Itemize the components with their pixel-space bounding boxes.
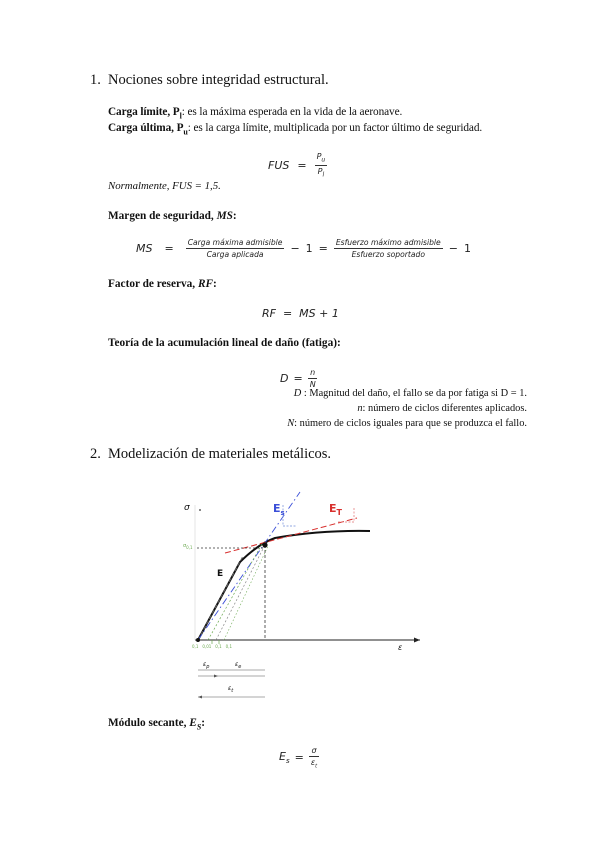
epsilon-axis-label: ε (398, 643, 403, 652)
normalmente-note: Normalmente, FUS = 1,5. (108, 180, 221, 192)
ms-frac1-num: Carga máxima admisible (187, 238, 283, 247)
es-fraction (309, 746, 319, 770)
es-label-sub: s (280, 509, 285, 518)
secante-colon: : (201, 717, 206, 729)
carga-ultima-label: Carga última, P (108, 122, 184, 134)
eps-t-sub: t (231, 688, 234, 695)
eps-p-sub: p (206, 664, 210, 671)
axis-small-labels (192, 644, 232, 649)
ms-equals: = (164, 242, 174, 255)
ms-frac1-den: Carga aplicada (206, 250, 264, 259)
offset-line-1 (208, 544, 262, 640)
axis-small-label-3: 0,1 (215, 644, 222, 649)
fatiga-note-d-text: : Magnitud del daño, el fallo se da por fatiga si D = 1. (301, 388, 527, 399)
ms-one-2: 1 (463, 242, 471, 255)
eps-t-label (228, 685, 233, 694)
carga-limite-sub: l (179, 111, 182, 121)
axis-small-label-2: 0,01 (202, 644, 212, 649)
eps-t-arrow (198, 696, 202, 699)
fus-num-sub: u (321, 156, 326, 164)
section-1-number: 1. (90, 72, 101, 88)
secante-heading-text: Módulo secante, (108, 717, 190, 729)
eps-p-symbol: ε (203, 661, 207, 668)
sigma-01-label (183, 543, 193, 550)
eps-p-label (203, 661, 209, 670)
es-label (273, 502, 285, 517)
rf-formula: RF = MS + 1 (262, 307, 339, 320)
et-label-E: E (329, 502, 337, 515)
es-num: σ (311, 746, 317, 755)
intersection-point (262, 542, 267, 547)
et-label-sub: T (336, 508, 342, 518)
secante-formula (279, 746, 319, 770)
secante-heading (108, 717, 205, 731)
ms-minus-1: − (290, 242, 300, 255)
fatiga-heading: Teoría de la acumulación lineal de daño (fatiga): (108, 337, 341, 349)
fus-lhs: FUS (268, 158, 290, 172)
carga-limite-label: Carga límite, P (108, 106, 180, 118)
axis-small-label-4: 0,1 (225, 644, 233, 649)
d-lhs: D (280, 372, 289, 385)
section-1-title: Nociones sobre integridad estructural. (108, 72, 329, 88)
fatiga-note-d-symbol: D (293, 388, 302, 399)
eps-p-arrow (214, 675, 218, 678)
eps-t-symbol: ε (228, 685, 232, 692)
offset-line-3 (224, 546, 268, 640)
es-den: ε (310, 758, 316, 767)
sigma-dot (199, 509, 201, 511)
margen-heading-text: Margen de seguridad, (108, 210, 217, 222)
sigma-01-sub: 0,1 (186, 545, 193, 550)
tangent-line (225, 518, 357, 553)
es-den-sub: t (315, 763, 318, 770)
reserva-symbol: RF (197, 278, 214, 290)
ms-one-1: 1 (305, 242, 313, 255)
es-lhs: E (279, 750, 286, 764)
stress-strain-curve (198, 531, 370, 640)
margen-colon: : (232, 210, 237, 222)
carga-limite-text: : es la máxima esperada en la vida de la aeronave. (181, 106, 403, 118)
origin-point (196, 638, 200, 642)
d-num: n (310, 368, 316, 377)
ms-minus-2: − (448, 242, 458, 255)
eps-e-symbol: ε (235, 661, 239, 668)
x-axis-arrow (414, 638, 420, 643)
fatiga-note-N-text: : número de ciclos iguales para que se produzca el fallo. (294, 418, 527, 429)
et-label (329, 502, 342, 517)
es-label-E: E (273, 502, 281, 515)
fus-num: P (316, 152, 322, 161)
reserva-heading-text: Factor de reserva, (108, 278, 198, 290)
fus-den: P (317, 166, 323, 176)
secante-sub: S (196, 722, 202, 732)
sigma-axis-label: σ (184, 503, 190, 513)
carga-ultima-sub: u (183, 127, 188, 137)
secant-triangle (280, 505, 297, 526)
secante-symbol: E (189, 717, 197, 729)
fus-den-sub: l (322, 171, 325, 179)
axis-small-label-1: 0,1 (192, 644, 199, 649)
eps-e-sub: e (238, 664, 242, 671)
fatiga-note-N-symbol: N (287, 418, 295, 429)
carga-ultima-text: : es la carga límite, multiplicada por un factor último de seguridad. (187, 122, 483, 134)
es-lhs-sub: s (285, 757, 290, 766)
ms-frac2-den: Esfuerzo soportado (351, 250, 425, 259)
reserva-colon: : (213, 278, 217, 290)
ms-lhs: MS (136, 242, 153, 255)
secant-line (198, 492, 300, 640)
ms-frac2-num: Esfuerzo máximo admisible (335, 238, 441, 247)
sigma-01-symbol: σ (183, 543, 187, 549)
section-2-title: Modelización de materiales metálicos. (108, 446, 332, 462)
fatiga-note-n-text: : número de ciclos diferentes aplicados. (362, 403, 527, 414)
eps-e-label (235, 661, 241, 670)
e-label: E (217, 569, 224, 579)
fus-equals: = (297, 158, 307, 172)
fatiga-note-n-symbol: n (357, 403, 363, 414)
section-2-number: 2. (90, 446, 101, 462)
margen-symbol: MS (216, 210, 233, 222)
es-equals: = (294, 751, 304, 765)
ms-equals-2: = (318, 242, 328, 255)
d-equals: = (293, 372, 303, 385)
d-den: N (309, 380, 316, 389)
